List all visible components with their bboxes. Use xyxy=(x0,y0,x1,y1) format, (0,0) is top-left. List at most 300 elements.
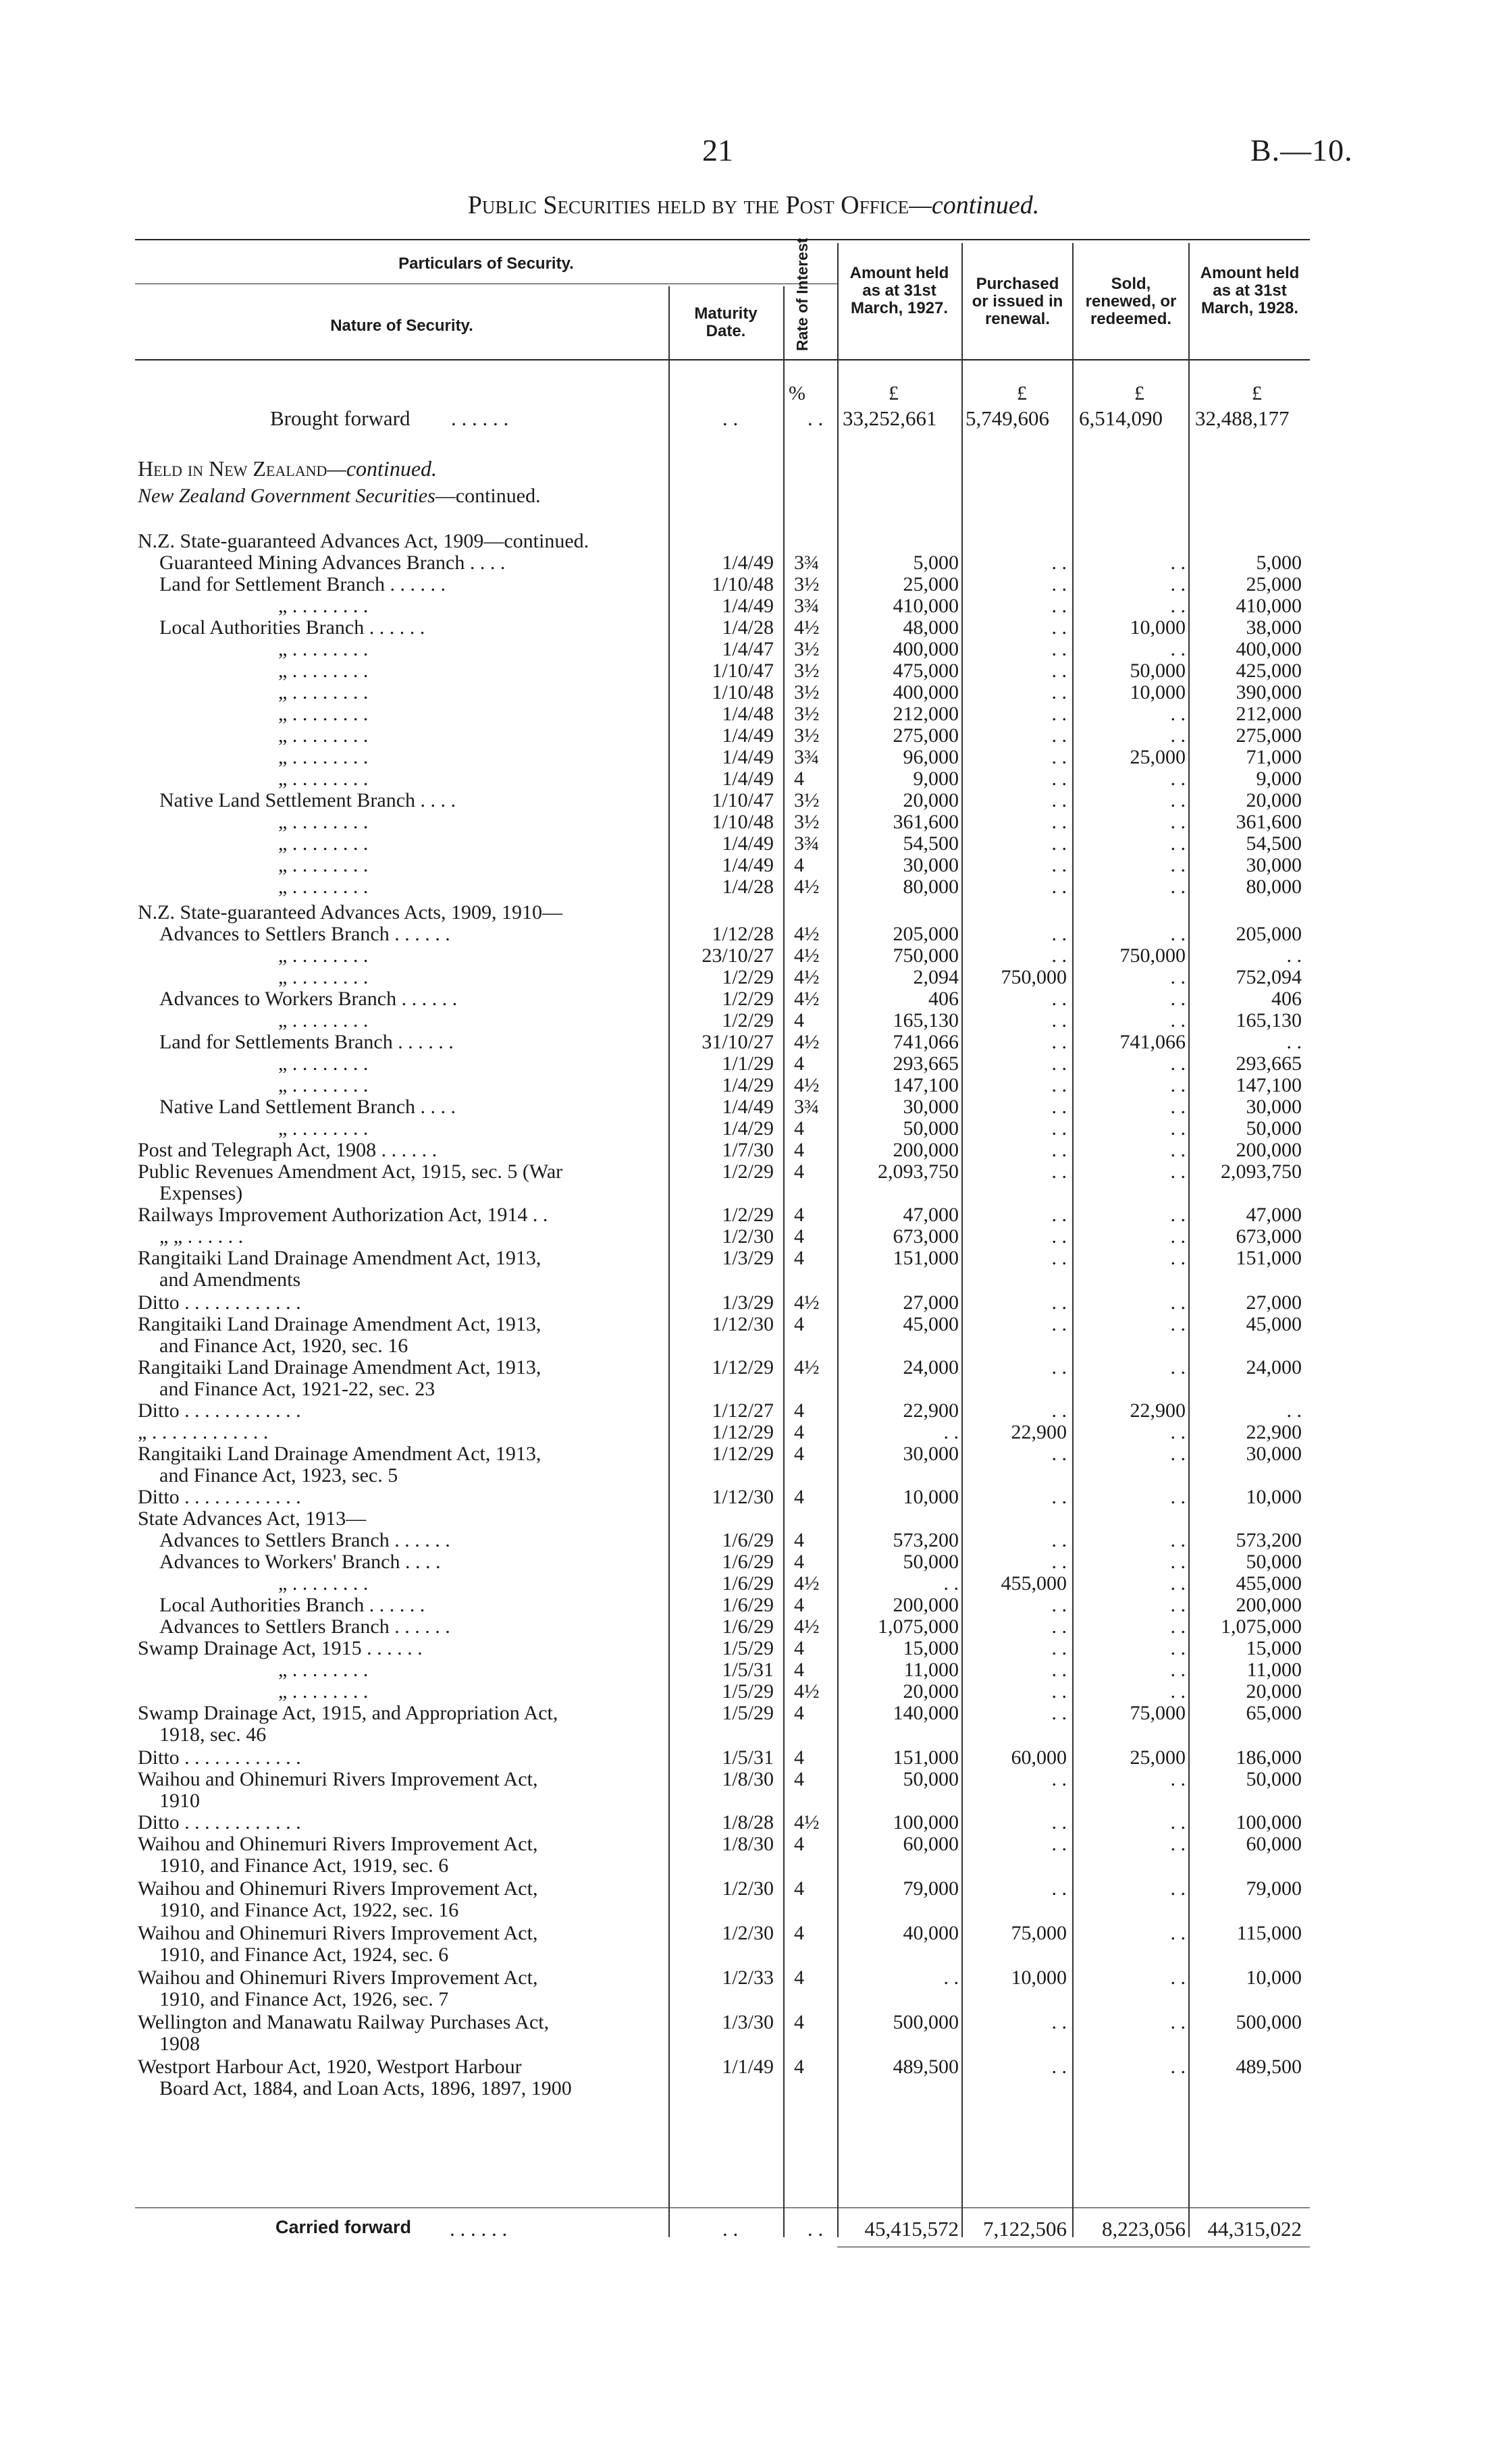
header-nature: Nature of Security. xyxy=(330,317,473,335)
amount-sold: . . xyxy=(1170,1594,1186,1616)
amount-held-1928: 390,000 xyxy=(1236,681,1302,703)
security-description: Waihou and Ohinemuri Rivers Improvement Act, xyxy=(138,1967,538,1989)
security-description: Rangitaiki Land Drainage Amendment Act, 1913, xyxy=(138,1357,541,1378)
amount-purchased: . . xyxy=(1051,1160,1067,1183)
amount-held-1928: 5,000 xyxy=(1256,552,1302,574)
amount-purchased: . . xyxy=(1051,1615,1067,1638)
table-row xyxy=(0,1443,1507,1487)
security-description: Advances to Settlers Branch . . . . . . xyxy=(159,1530,450,1551)
amount-held-1927: 100,000 xyxy=(893,1811,959,1833)
amount-held-1927: . . xyxy=(943,1966,959,1989)
security-description: „ . . . . . . . . xyxy=(278,1010,369,1032)
amount-purchased: . . xyxy=(1051,1096,1067,1118)
maturity-date: 1/4/28 xyxy=(722,616,774,639)
amount-sold: 10,000 xyxy=(1130,681,1186,703)
amount-held-1928: 147,100 xyxy=(1236,1074,1302,1096)
security-description: Public Revenues Amendment Act, 1915, sec. 5 (War xyxy=(138,1161,563,1183)
amount-held-1927: 406 xyxy=(928,988,959,1010)
table-row xyxy=(0,1356,1507,1400)
amount-sold: . . xyxy=(1170,595,1186,617)
maturity-date: 1/12/29 xyxy=(712,1356,774,1378)
amount-sold: 75,000 xyxy=(1130,1702,1186,1724)
carried-forward-held-1927: 45,415,572 xyxy=(864,2217,959,2241)
maturity-date: 1/4/49 xyxy=(722,832,774,855)
table-row xyxy=(0,1659,1507,1682)
security-description: „ . . . . . . . . xyxy=(278,1659,369,1681)
amount-held-1928: 186,000 xyxy=(1236,1746,1302,1769)
amount-held-1927: 10,000 xyxy=(903,1486,959,1508)
amount-sold: . . xyxy=(1170,1637,1186,1659)
unit-held-1928: £ xyxy=(1252,382,1262,404)
interest-rate: 4 xyxy=(794,1421,804,1443)
security-description: Land for Settlement Branch . . . . . . xyxy=(159,574,446,595)
amount-purchased: . . xyxy=(1051,1313,1067,1335)
security-description: Ditto . . . . . . . . . . . . xyxy=(138,1812,301,1833)
amount-purchased: . . xyxy=(1051,1768,1067,1790)
amount-held-1927: 212,000 xyxy=(893,703,959,725)
table-row xyxy=(0,2011,1507,2055)
table-row xyxy=(0,1877,1507,1921)
amount-sold: . . xyxy=(1170,1421,1186,1443)
table-row xyxy=(0,1530,1507,1553)
maturity-date: 1/10/48 xyxy=(712,811,774,833)
maturity-date: 1/2/29 xyxy=(722,966,774,988)
brought-forward-label: Brought forward xyxy=(270,406,411,430)
maturity-date: 1/5/31 xyxy=(722,1659,774,1681)
amount-sold: . . xyxy=(1170,1247,1186,1269)
table-row xyxy=(0,1747,1507,1770)
amount-sold: . . xyxy=(1170,1768,1186,1790)
amount-held-1927: 361,600 xyxy=(893,811,959,833)
table-row xyxy=(0,1292,1507,1315)
amount-held-1927: 400,000 xyxy=(893,681,959,703)
interest-rate: 3¾ xyxy=(794,746,820,768)
amount-held-1927: 20,000 xyxy=(903,789,959,811)
amount-purchased: . . xyxy=(1051,944,1067,967)
amount-purchased: . . xyxy=(1051,1247,1067,1269)
amount-purchased: . . xyxy=(1051,1031,1067,1053)
security-description-continued: and Finance Act, 1921-22, sec. 23 xyxy=(159,1378,435,1400)
amount-sold: . . xyxy=(1170,573,1186,595)
maturity-date: 1/10/48 xyxy=(712,573,774,595)
security-description: Waihou and Ohinemuri Rivers Improvement Act, xyxy=(138,1769,538,1790)
unit-rate: % xyxy=(789,382,805,404)
interest-rate: 3¾ xyxy=(794,832,820,855)
amount-held-1927: 30,000 xyxy=(903,854,959,876)
amount-held-1928: 65,000 xyxy=(1246,1702,1302,1724)
table-row xyxy=(0,595,1507,618)
amount-held-1928: 80,000 xyxy=(1246,876,1302,898)
amount-purchased: . . xyxy=(1051,811,1067,833)
amount-held-1928: 79,000 xyxy=(1246,1877,1302,1900)
amount-held-1928: 10,000 xyxy=(1246,1486,1302,1508)
amount-sold: . . xyxy=(1170,832,1186,855)
security-description: N.Z. State-guaranteed Advances Act, 1909—continued. xyxy=(138,531,589,552)
table-row xyxy=(0,1140,1507,1162)
maturity-date: 1/5/31 xyxy=(722,1746,774,1769)
maturity-date: 1/4/49 xyxy=(722,768,774,790)
security-description-continued: and Amendments xyxy=(159,1268,301,1291)
amount-held-1928: 500,000 xyxy=(1236,2011,1302,2033)
amount-purchased: . . xyxy=(1051,746,1067,768)
security-description: „ . . . . . . . . xyxy=(278,1573,369,1595)
amount-sold: . . xyxy=(1170,2011,1186,2033)
amount-held-1928: 400,000 xyxy=(1236,638,1302,660)
amount-held-1927: 54,500 xyxy=(903,832,959,855)
amount-sold: . . xyxy=(1170,1117,1186,1140)
brought-forward-held-1927: 33,252,661 xyxy=(843,406,937,430)
interest-rate: 4 xyxy=(794,2056,804,2078)
amount-held-1928: 10,000 xyxy=(1246,1966,1302,1989)
interest-rate: 3¾ xyxy=(794,552,820,574)
table-row xyxy=(0,552,1507,575)
security-description: Waihou and Ohinemuri Rivers Improvement Act, xyxy=(138,1878,538,1900)
table-row xyxy=(0,833,1507,856)
maturity-date: 1/6/29 xyxy=(722,1572,774,1595)
maturity-date: 1/10/47 xyxy=(712,789,774,811)
security-description-continued: 1910, and Finance Act, 1919, sec. 6 xyxy=(159,1854,449,1877)
brought-forward-purchased: 5,749,606 xyxy=(966,406,1049,430)
section-heading-text: Held in New Zealand xyxy=(138,456,327,481)
amount-held-1927: 47,000 xyxy=(903,1204,959,1226)
maturity-date: 1/6/29 xyxy=(722,1551,774,1573)
table-row xyxy=(0,1616,1507,1639)
interest-rate: 4 xyxy=(794,1204,804,1226)
interest-rate: 4 xyxy=(794,1117,804,1140)
amount-held-1928: 24,000 xyxy=(1246,1356,1302,1378)
header-rate: Rate of Interest xyxy=(793,238,811,351)
amount-held-1927: 50,000 xyxy=(903,1551,959,1573)
maturity-date: 1/2/30 xyxy=(722,1225,774,1248)
security-description: Native Land Settlement Branch . . . . xyxy=(159,1096,456,1118)
maturity-date: 1/8/30 xyxy=(722,1768,774,1790)
amount-sold: . . xyxy=(1170,1291,1186,1314)
maturity-date: 1/4/49 xyxy=(722,854,774,876)
security-description: Westport Harbour Act, 1920, Westport Harbour xyxy=(138,2056,522,2078)
amount-held-1927: 275,000 xyxy=(893,724,959,747)
security-description: Rangitaiki Land Drainage Amendment Act, 1913, xyxy=(138,1314,541,1335)
maturity-date: 1/12/29 xyxy=(712,1421,774,1443)
table-row xyxy=(0,1638,1507,1661)
interest-rate: 4 xyxy=(794,1225,804,1248)
table-row xyxy=(0,2056,1507,2099)
amount-held-1927: 147,100 xyxy=(893,1074,959,1096)
security-description: Ditto . . . . . . . . . . . . xyxy=(138,1487,301,1508)
maturity-date: 1/8/30 xyxy=(722,1833,774,1855)
amount-sold: . . xyxy=(1170,703,1186,725)
amount-purchased: . . xyxy=(1051,1877,1067,1900)
security-description-continued: Board Act, 1884, and Loan Acts, 1896, 1897, 1900 xyxy=(159,2077,572,2099)
amount-held-1927: 410,000 xyxy=(893,595,959,617)
amount-held-1927: 50,000 xyxy=(903,1768,959,1790)
security-description: Post and Telegraph Act, 1908 . . . . . . xyxy=(138,1140,438,1161)
interest-rate: 3½ xyxy=(794,703,820,725)
amount-purchased: . . xyxy=(1051,1486,1067,1508)
header-held-1927: Amount held as at 31st March, 1927. xyxy=(849,264,949,317)
amount-held-1927: 25,000 xyxy=(903,573,959,595)
table-row xyxy=(0,1922,1507,1966)
amount-held-1928: 2,093,750 xyxy=(1221,1160,1302,1183)
interest-rate: 4½ xyxy=(794,988,820,1010)
amount-held-1927: 48,000 xyxy=(903,616,959,639)
table-row xyxy=(0,768,1507,791)
maturity-date: 1/6/29 xyxy=(722,1615,774,1638)
amount-purchased: . . xyxy=(1051,1529,1067,1551)
amount-held-1927: 11,000 xyxy=(903,1659,959,1681)
amount-purchased: 75,000 xyxy=(1011,1922,1067,1944)
interest-rate: 4 xyxy=(794,1877,804,1900)
amount-held-1928: 1,075,000 xyxy=(1221,1615,1302,1638)
interest-rate: 4½ xyxy=(794,1356,820,1378)
header-particulars: Particulars of Security. xyxy=(398,255,574,273)
amount-held-1928: 25,000 xyxy=(1246,573,1302,595)
table-row xyxy=(0,1400,1507,1423)
amount-sold: . . xyxy=(1170,1204,1186,1226)
amount-purchased: . . xyxy=(1051,1074,1067,1096)
amount-held-1928: 293,665 xyxy=(1236,1052,1302,1075)
amount-held-1928: 45,000 xyxy=(1246,1313,1302,1335)
maturity-date: 1/4/48 xyxy=(722,703,774,725)
amount-purchased: . . xyxy=(1051,768,1067,790)
security-description: Swamp Drainage Act, 1915, and Appropriation Act, xyxy=(138,1703,558,1724)
maturity-date: 1/2/29 xyxy=(722,1009,774,1032)
section-subheading-suffix: —continued. xyxy=(435,485,541,507)
table-row xyxy=(0,1075,1507,1098)
amount-purchased: . . xyxy=(1051,1356,1067,1378)
interest-rate: 4½ xyxy=(794,966,820,988)
amount-held-1928: 54,500 xyxy=(1246,832,1302,855)
security-description-continued: 1910, and Finance Act, 1922, sec. 16 xyxy=(159,1899,459,1921)
amount-sold: . . xyxy=(1170,854,1186,876)
amount-held-1927: 30,000 xyxy=(903,1096,959,1118)
interest-rate: 4 xyxy=(794,1529,804,1551)
interest-rate: 3¾ xyxy=(794,595,820,617)
table-row xyxy=(0,725,1507,748)
amount-held-1928: 50,000 xyxy=(1246,1768,1302,1790)
maturity-date: 1/12/28 xyxy=(712,923,774,945)
security-description: Railways Improvement Authorization Act, 1914 . . xyxy=(138,1204,548,1226)
amount-held-1928: 30,000 xyxy=(1246,1096,1302,1118)
table-row xyxy=(0,988,1507,1011)
amount-held-1927: 750,000 xyxy=(893,944,959,967)
amount-held-1927: 489,500 xyxy=(893,2056,959,2078)
maturity-date: 1/4/47 xyxy=(722,638,774,660)
security-description: „ . . . . . . . . xyxy=(278,660,369,682)
security-description: „ . . . . . . . . xyxy=(278,855,369,876)
interest-rate: 4½ xyxy=(794,1680,820,1703)
amount-purchased: . . xyxy=(1051,832,1067,855)
amount-held-1927: 2,093,750 xyxy=(878,1160,959,1183)
interest-rate: 4 xyxy=(794,1922,804,1944)
amount-held-1927: 15,000 xyxy=(903,1637,959,1659)
interest-rate: 4 xyxy=(794,1768,804,1790)
amount-purchased: . . xyxy=(1051,789,1067,811)
amount-sold: . . xyxy=(1170,966,1186,988)
amount-held-1928: 406 xyxy=(1271,988,1302,1010)
table-row xyxy=(0,703,1507,726)
table-row xyxy=(0,1702,1507,1746)
header-sold: Sold, renewed, or redeemed. xyxy=(1085,275,1177,328)
amount-held-1928: 573,200 xyxy=(1236,1529,1302,1551)
amount-held-1928: 30,000 xyxy=(1246,854,1302,876)
amount-sold: . . xyxy=(1170,768,1186,790)
amount-purchased: . . xyxy=(1051,876,1067,898)
table-row xyxy=(0,1487,1507,1509)
interest-rate: 4½ xyxy=(794,876,820,898)
amount-held-1927: 60,000 xyxy=(903,1833,959,1855)
table-row xyxy=(0,945,1507,968)
table-row xyxy=(0,902,1507,925)
amount-sold: . . xyxy=(1170,1615,1186,1638)
maturity-date: 1/12/29 xyxy=(712,1443,774,1465)
maturity-date: 23/10/27 xyxy=(702,944,774,967)
maturity-date: 1/4/29 xyxy=(722,1074,774,1096)
amount-held-1927: 96,000 xyxy=(903,746,959,768)
amount-sold: . . xyxy=(1170,1922,1186,1944)
amount-held-1928: 212,000 xyxy=(1236,703,1302,725)
table-row xyxy=(0,876,1507,899)
amount-held-1927: 22,900 xyxy=(903,1399,959,1422)
amount-sold: . . xyxy=(1170,638,1186,660)
amount-purchased: . . xyxy=(1051,2011,1067,2033)
interest-rate: 3½ xyxy=(794,638,820,660)
amount-held-1927: 24,000 xyxy=(903,1356,959,1378)
security-description: Waihou and Ohinemuri Rivers Improvement Act, xyxy=(138,1923,538,1944)
interest-rate: 3½ xyxy=(794,681,820,703)
amount-held-1928: 752,094 xyxy=(1236,966,1302,988)
maturity-date: 1/7/30 xyxy=(722,1139,774,1161)
header-held-1928: Amount held as at 31st March, 1928. xyxy=(1200,264,1300,317)
amount-sold: . . xyxy=(1170,1074,1186,1096)
amount-sold: 25,000 xyxy=(1130,746,1186,768)
amount-purchased: . . xyxy=(1051,988,1067,1010)
table-row xyxy=(0,1053,1507,1076)
amount-held-1928: 20,000 xyxy=(1246,1680,1302,1703)
amount-purchased: . . xyxy=(1051,1551,1067,1573)
maturity-date: 31/10/27 xyxy=(702,1031,774,1053)
amount-sold: 750,000 xyxy=(1119,944,1186,967)
amount-purchased: . . xyxy=(1051,1637,1067,1659)
maturity-date: 1/2/30 xyxy=(722,1922,774,1944)
amount-held-1928: 425,000 xyxy=(1236,660,1302,682)
amount-purchased: . . xyxy=(1051,1702,1067,1724)
amount-purchased: . . xyxy=(1051,1399,1067,1422)
maturity-date: 1/2/29 xyxy=(722,1160,774,1183)
table-row xyxy=(0,1681,1507,1704)
amount-sold: . . xyxy=(1170,1529,1186,1551)
table-row xyxy=(0,1160,1507,1204)
amount-sold: . . xyxy=(1170,1443,1186,1465)
unit-held-1927: £ xyxy=(889,382,899,404)
amount-sold: . . xyxy=(1170,1096,1186,1118)
amount-held-1927: 400,000 xyxy=(893,638,959,660)
security-description: Ditto . . . . . . . . . . . . xyxy=(138,1747,301,1769)
security-description: N.Z. State-guaranteed Advances Acts, 1909, 1910— xyxy=(138,902,563,923)
table-row xyxy=(0,1508,1507,1531)
table-row xyxy=(0,1226,1507,1249)
table-row xyxy=(0,1812,1507,1835)
security-description-continued: 1910 xyxy=(159,1790,200,1812)
security-description: „ . . . . . . . . xyxy=(278,682,369,703)
interest-rate: 4 xyxy=(794,1052,804,1075)
amount-purchased: . . xyxy=(1051,1139,1067,1161)
security-description: „ . . . . . . . . xyxy=(278,1681,369,1703)
amount-purchased: . . xyxy=(1051,616,1067,639)
interest-rate: 4½ xyxy=(794,923,820,945)
amount-sold: . . xyxy=(1170,1356,1186,1378)
security-description: „ . . . . . . . . xyxy=(278,833,369,855)
page-number: 21 xyxy=(702,133,733,167)
amount-held-1928: 673,000 xyxy=(1236,1225,1302,1248)
amount-held-1928: 50,000 xyxy=(1246,1117,1302,1140)
interest-rate: 4 xyxy=(794,1833,804,1855)
interest-rate: 4 xyxy=(794,1746,804,1769)
interest-rate: 4 xyxy=(794,1160,804,1183)
interest-rate: 4 xyxy=(794,1399,804,1422)
amount-sold: . . xyxy=(1170,1572,1186,1595)
security-description-continued: 1918, sec. 46 xyxy=(159,1723,267,1746)
amount-held-1928: . . xyxy=(1286,1399,1302,1422)
carried-forward-label: Carried forward xyxy=(275,2217,412,2237)
interest-rate: 4½ xyxy=(794,1615,820,1638)
security-description: State Advances Act, 1913— xyxy=(138,1508,367,1530)
security-description: „ . . . . . . . . xyxy=(278,811,369,833)
carried-forward-sold: 8,223,056 xyxy=(1102,2217,1186,2241)
table-row xyxy=(0,747,1507,770)
amount-purchased: . . xyxy=(1051,638,1067,660)
header-purchased: Purchased or issued in renewal. xyxy=(972,275,1063,328)
security-description: Local Authorities Branch . . . . . . xyxy=(159,617,425,639)
brought-forward-sold: 6,514,090 xyxy=(1079,406,1163,430)
security-description: Rangitaiki Land Drainage Amendment Act, 1913, xyxy=(138,1443,541,1465)
interest-rate: 4 xyxy=(794,1659,804,1681)
amount-sold: . . xyxy=(1170,552,1186,574)
amount-purchased: . . xyxy=(1051,1117,1067,1140)
amount-sold: . . xyxy=(1170,876,1186,898)
maturity-date: 1/4/28 xyxy=(722,876,774,898)
maturity-date: 1/2/30 xyxy=(722,1877,774,1900)
security-description: „ . . . . . . . . xyxy=(278,595,369,617)
interest-rate: 4½ xyxy=(794,1572,820,1595)
table-row xyxy=(0,574,1507,597)
table-row xyxy=(0,1551,1507,1574)
security-description: „ . . . . . . . . xyxy=(278,945,369,967)
amount-purchased: . . xyxy=(1051,1225,1067,1248)
table-row xyxy=(0,531,1507,554)
amount-held-1928: 27,000 xyxy=(1246,1291,1302,1314)
security-description: Waihou and Ohinemuri Rivers Improvement Act, xyxy=(138,1833,538,1855)
amount-sold: . . xyxy=(1170,1052,1186,1075)
amount-purchased: . . xyxy=(1051,681,1067,703)
amount-purchased: . . xyxy=(1051,595,1067,617)
title-main: Public Securities held by the Post Office xyxy=(467,191,909,219)
maturity-date: 1/5/29 xyxy=(722,1637,774,1659)
table-row xyxy=(0,1313,1507,1357)
interest-rate: 4½ xyxy=(794,1031,820,1053)
table-row xyxy=(0,1768,1507,1812)
table-row xyxy=(0,1204,1507,1227)
interest-rate: 4½ xyxy=(794,944,820,967)
maturity-date: 1/4/29 xyxy=(722,1117,774,1140)
interest-rate: 4 xyxy=(794,768,804,790)
maturity-date: 1/6/29 xyxy=(722,1529,774,1551)
interest-rate: 4½ xyxy=(794,616,820,639)
interest-rate: 4 xyxy=(794,1313,804,1335)
amount-held-1927: 200,000 xyxy=(893,1139,959,1161)
interest-rate: 4½ xyxy=(794,1291,820,1314)
carried-forward-rate: . . xyxy=(808,2217,824,2241)
amount-held-1928: 30,000 xyxy=(1246,1443,1302,1465)
